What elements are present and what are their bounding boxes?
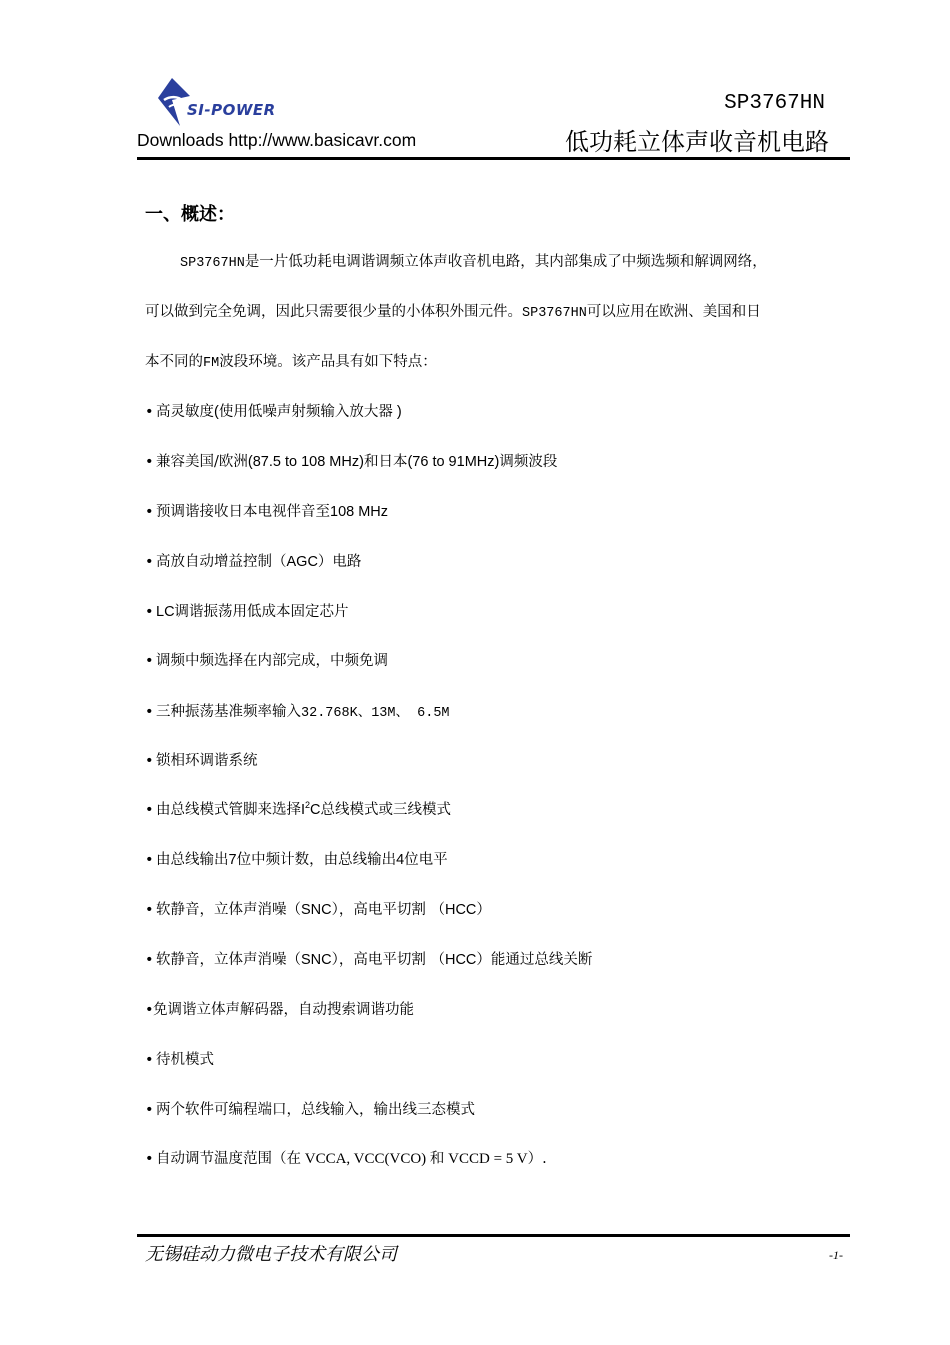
- feature-text: 和: [429, 1151, 445, 1167]
- feature-text: SNC: [301, 952, 332, 968]
- feature-text: 锁相环调谐系统: [156, 753, 258, 769]
- bullet-icon: •: [145, 504, 154, 520]
- feature-text: 兼容美国/欧洲: [156, 454, 248, 470]
- fm-label: FM: [203, 356, 220, 371]
- feature-item: [145, 998, 414, 1019]
- logo-text: SI-POWER: [187, 101, 276, 119]
- bullet-icon: •: [145, 653, 154, 669]
- feature-text: ），高电平切割 （: [331, 902, 445, 918]
- feature-text: VCCA, VCC(VCO): [301, 1151, 430, 1167]
- feature-text: 软静音，立体声消噪（: [156, 952, 301, 968]
- feature-item: [145, 1147, 547, 1168]
- bullet-icon: •: [145, 404, 154, 420]
- feature-item: [145, 948, 592, 969]
- feature-text: 自动调节温度范围（在: [156, 1151, 301, 1167]
- feature-item: [145, 649, 388, 670]
- bullet-icon: •: [145, 1052, 154, 1068]
- feature-item: [145, 450, 557, 471]
- feature-text: 两个软件可编程端口，总线输入，输出线三态模式: [156, 1102, 475, 1118]
- downloads-link[interactable]: Downloads http://www.basicavr.com: [137, 130, 417, 150]
- feature-item: [145, 1048, 214, 1069]
- feature-item: [145, 700, 450, 721]
- model-number: SP3767HN: [724, 92, 825, 115]
- bullet-icon: •: [145, 604, 154, 620]
- feature-text: (76 to 91MHz): [407, 454, 500, 470]
- bullet-icon: •: [145, 1002, 154, 1018]
- feature-text: 由总线模式管脚来选择: [156, 802, 301, 818]
- header-divider: [137, 157, 850, 160]
- page-number: -1-: [829, 1248, 843, 1262]
- bullet-icon: •: [145, 704, 154, 720]
- bullet-icon: •: [145, 902, 154, 918]
- intro-line-3: [145, 350, 850, 371]
- feature-text: 高放自动增益控制（: [156, 554, 287, 570]
- feature-item: [145, 798, 451, 819]
- feature-text: VCCD = 5 V: [444, 1151, 528, 1167]
- feature-text: LC: [156, 604, 175, 620]
- intro-line-1: [145, 250, 850, 271]
- bullet-icon: •: [145, 1151, 154, 1167]
- feature-text: SNC: [301, 902, 332, 918]
- feature-text: 免调谐立体声解码器，自动搜索调谐功能: [153, 1002, 414, 1018]
- intro-line-2: [145, 300, 850, 321]
- feature-text: 位中频计数，由总线输出: [236, 852, 397, 868]
- intro-text: 波段环境。该产品具有如下特点：: [219, 354, 437, 370]
- intro-model: SP3767HN: [180, 256, 245, 271]
- feature-text: (: [214, 404, 219, 420]
- intro-text: 是一片低功耗电调谐调频立体声收音机电路，其内部集成了中频选频和解调网络，: [244, 254, 767, 270]
- footer-divider: [137, 1234, 850, 1237]
- bullet-icon: •: [145, 802, 154, 818]
- feature-text: 软静音，立体声消噪（: [156, 902, 301, 918]
- feature-text: 总线模式或三线模式: [320, 802, 452, 818]
- feature-text: ）电路: [317, 554, 362, 570]
- feature-text: 高灵敏度: [156, 404, 214, 420]
- feature-text: C: [310, 802, 321, 818]
- feature-text: ）: [476, 902, 491, 918]
- feature-text: 使用低噪声射频输入放大器: [218, 404, 393, 420]
- feature-item: [145, 600, 349, 621]
- feature-text: 预调谐接收日本电视伴音至: [156, 504, 330, 520]
- feature-text: 待机模式: [156, 1052, 214, 1068]
- feature-item: [145, 749, 258, 770]
- feature-item: [145, 500, 388, 521]
- feature-text: ）.: [527, 1151, 547, 1167]
- product-title: 低功耗立体声收音机电路: [565, 128, 829, 156]
- feature-text: ): [392, 404, 402, 420]
- feature-text: 位电平: [404, 852, 448, 868]
- feature-text: I: [301, 802, 306, 818]
- intro-model: SP3767HN: [522, 306, 587, 321]
- feature-text: 由总线输出: [156, 852, 229, 868]
- feature-text: 32.768K、13M、 6.5M: [301, 706, 450, 721]
- feature-text: AGC: [286, 554, 318, 570]
- feature-item: [145, 550, 361, 571]
- feature-text: 调频中频选择在内部完成，中频免调: [156, 653, 388, 669]
- section-heading: 一、概述：: [145, 204, 235, 225]
- feature-text: 和日本: [363, 454, 408, 470]
- intro-text: 可以应用在欧洲、美国和日: [586, 304, 761, 320]
- feature-text: 三种振荡基准频率输入: [156, 704, 301, 720]
- superscript: 2: [305, 800, 311, 811]
- intro-text: 本不同的: [145, 354, 203, 370]
- feature-text: ）能通过总线关断: [476, 952, 593, 968]
- feature-text: HCC: [444, 902, 477, 918]
- feature-text: HCC: [444, 952, 477, 968]
- feature-text: 调谐振荡用低成本固定芯片: [174, 604, 349, 620]
- intro-text: 可以做到完全免调，因此只需要很少量的小体积外围元件。: [145, 304, 522, 320]
- bullet-icon: •: [145, 852, 154, 868]
- bullet-icon: •: [145, 952, 154, 968]
- feature-item: [145, 1098, 475, 1119]
- bullet-icon: •: [145, 554, 154, 570]
- feature-text: 108 MHz: [330, 504, 389, 520]
- feature-item: [145, 898, 491, 919]
- bullet-icon: •: [145, 454, 154, 470]
- bullet-icon: •: [145, 753, 154, 769]
- feature-item: [145, 848, 448, 869]
- feature-text: 4: [396, 852, 405, 868]
- feature-text: ），高电平切割 （: [331, 952, 445, 968]
- feature-text: 调频波段: [499, 454, 558, 470]
- feature-text: 7: [228, 852, 237, 868]
- company-name: 无锡硅动力微电子技术有限公司: [145, 1244, 397, 1265]
- feature-item: [145, 400, 402, 421]
- bullet-icon: •: [145, 1102, 154, 1118]
- feature-text: (87.5 to 108 MHz): [247, 454, 364, 470]
